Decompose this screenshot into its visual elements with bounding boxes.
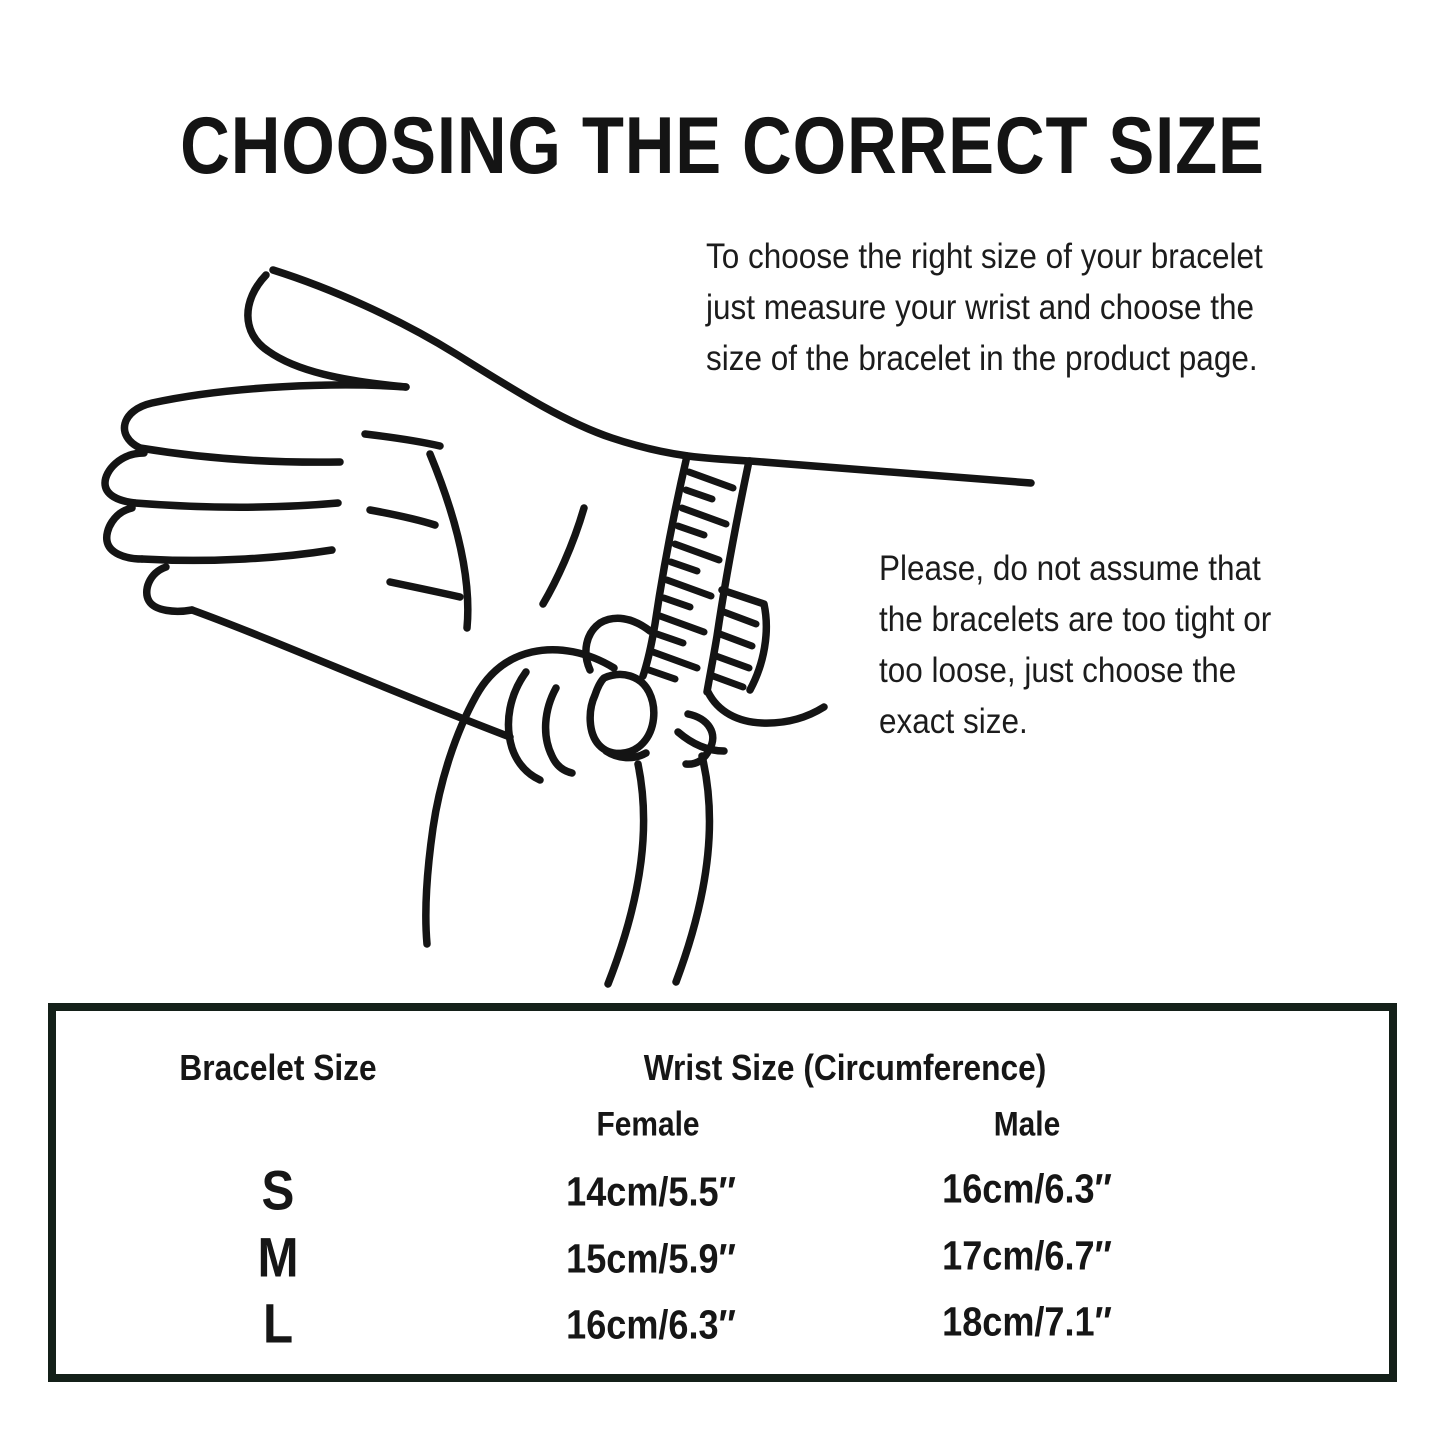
- pinky-knuckle-crease: [390, 582, 460, 597]
- size-m-male-value: 17cm/6.7″: [942, 1232, 1112, 1279]
- intro-line-1: To choose the right size of your bracelet: [706, 237, 1263, 276]
- ring-finger-bottom-line: [142, 550, 332, 560]
- pinch-wrist-outer-line: [676, 756, 709, 982]
- index-knuckle-crease: [365, 434, 440, 446]
- size-m-label: M: [257, 1225, 299, 1289]
- size-chart-table: [48, 1003, 1397, 1382]
- middle-knuckle-crease: [370, 510, 435, 525]
- wrist-size-header: Wrist Size (Circumference): [643, 1047, 1047, 1088]
- bracelet-size-header: Bracelet Size: [179, 1047, 377, 1088]
- wrist-measuring-illustration: [90, 240, 1090, 1000]
- pinch-wrist-inner-line: [608, 764, 644, 984]
- note-line-3: too loose, just choose the: [879, 651, 1237, 690]
- female-column-header: Female: [596, 1105, 700, 1144]
- intro-line-2: just measure your wrist and choose the: [706, 288, 1255, 327]
- tape-loose-end: [708, 692, 824, 723]
- note-line-1: Please, do not assume that: [879, 549, 1261, 588]
- size-l-male-value: 18cm/7.1″: [942, 1298, 1112, 1345]
- male-column-header: Male: [993, 1105, 1061, 1144]
- ring-finger-tip-line: [107, 508, 142, 559]
- index-finger-bottom-line: [140, 448, 340, 462]
- bent-finger-crease-2: [546, 688, 572, 773]
- pinching-hand-drawing: [426, 618, 713, 984]
- size-s-male-value: 16cm/6.3″: [942, 1165, 1112, 1212]
- size-l-female-value: 16cm/6.3″: [566, 1301, 736, 1348]
- hand-top-and-thumb-outer-line: [273, 270, 750, 461]
- size-l-label: L: [262, 1291, 294, 1355]
- pinky-finger-tip-line: [147, 567, 192, 611]
- index-finger-top-line: [124, 385, 406, 448]
- page-title: CHOOSING THE CORRECT SIZE: [180, 101, 1265, 191]
- note-line-2: the bracelets are too tight or: [879, 600, 1272, 639]
- palm-heel-crease: [543, 508, 584, 604]
- tape-end-under-line: [678, 732, 724, 751]
- size-s-label: S: [261, 1158, 295, 1222]
- intro-line-3: size of the bracelet in the product page.: [706, 339, 1258, 378]
- open-hand-drawing: [105, 270, 1031, 737]
- middle-finger-tip-line: [105, 453, 144, 503]
- pinching-hand-outline: [426, 650, 614, 944]
- note-line-4: exact size.: [879, 702, 1028, 741]
- middle-finger-bottom-line: [135, 503, 338, 507]
- thumbnail-shape: [590, 674, 654, 753]
- palm-life-line-crease: [430, 454, 468, 628]
- forearm-top-line: [750, 461, 1031, 483]
- size-m-female-value: 15cm/5.9″: [566, 1235, 736, 1282]
- measuring-tape-drawing: [643, 456, 824, 751]
- bent-finger-crease-1: [508, 672, 540, 780]
- size-s-female-value: 14cm/5.5″: [566, 1168, 736, 1215]
